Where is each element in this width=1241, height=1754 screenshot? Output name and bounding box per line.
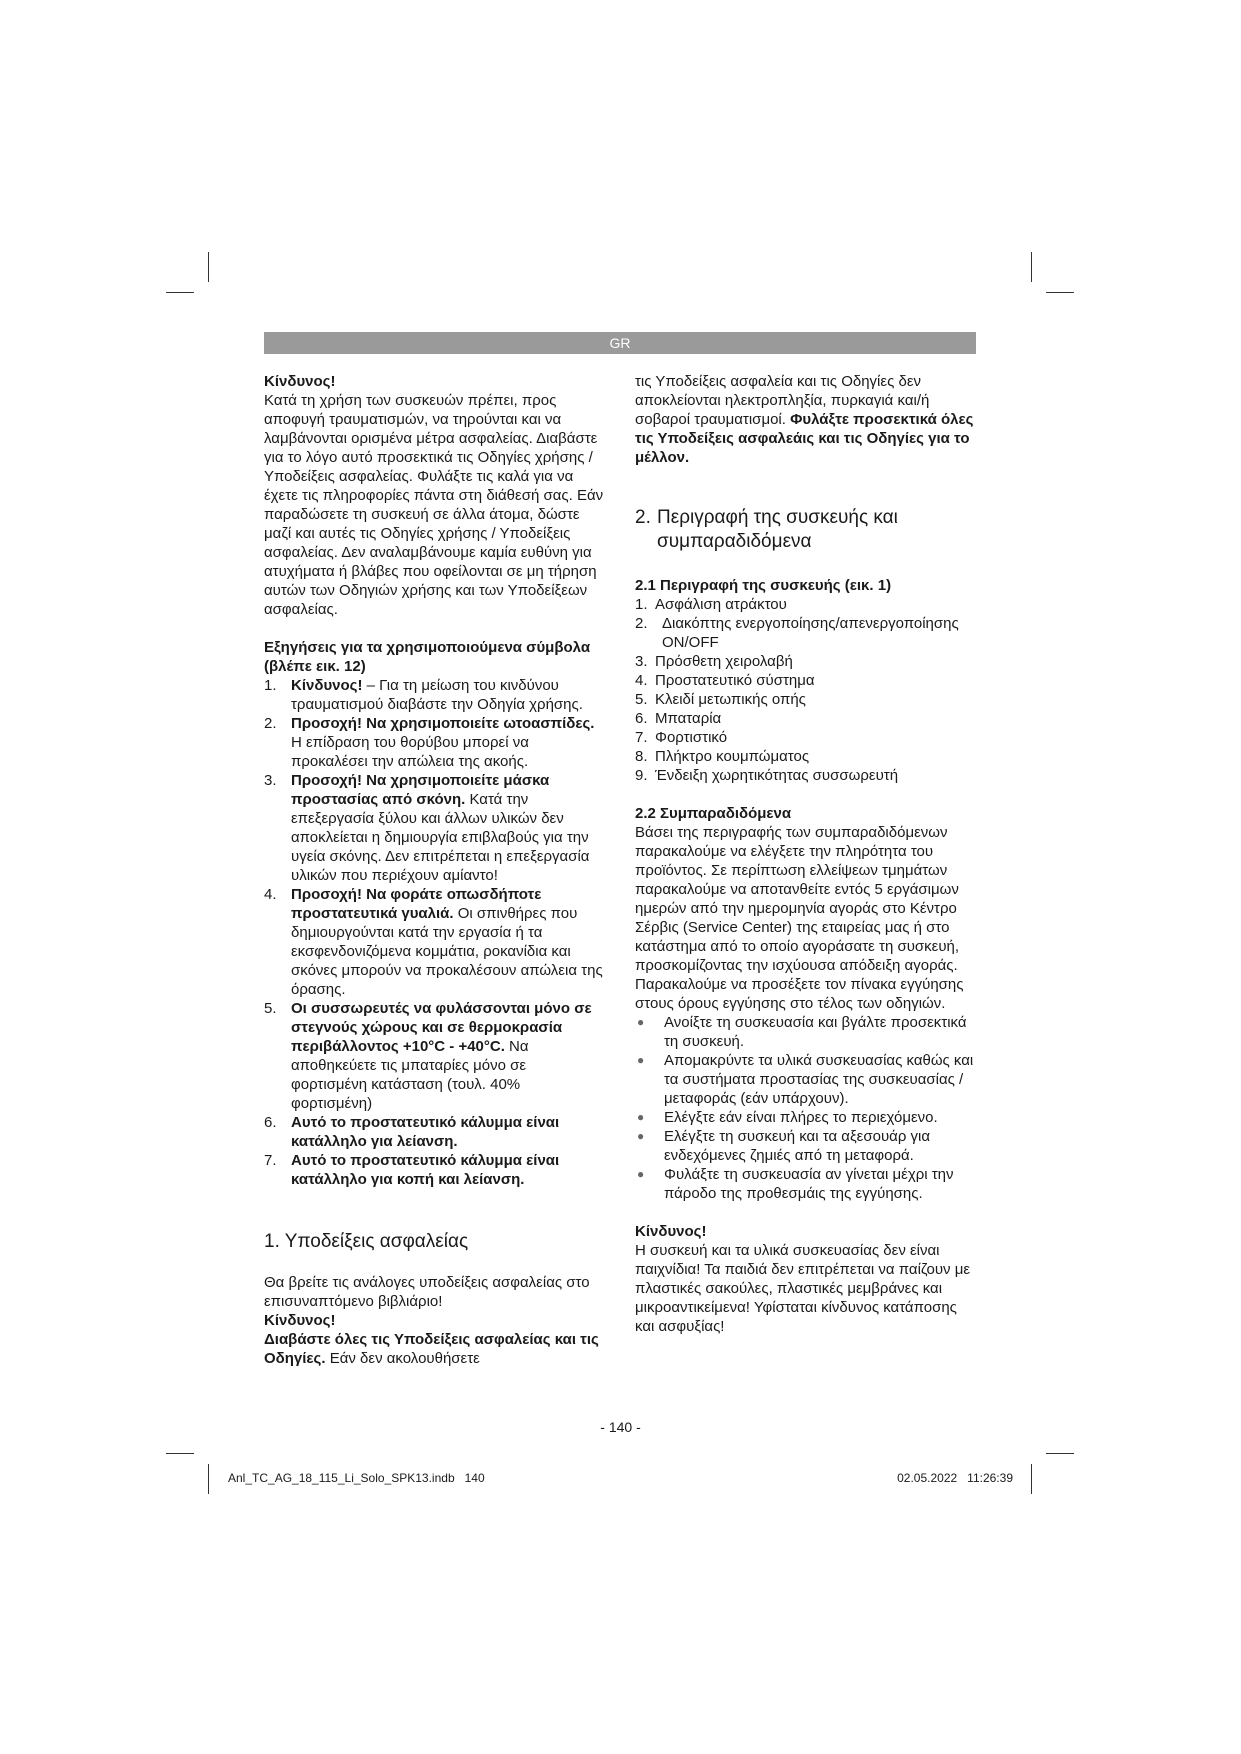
right-column (635, 372, 975, 1336)
danger-2-title: Κίνδυνος! (635, 1223, 707, 1240)
subsection-2-2-title: 2.2 Συμπαραδιδόμενα (635, 805, 792, 822)
bullet-icon: ● (637, 1167, 645, 1181)
list-item: 1. Ασφάλιση ατράκτου (635, 596, 787, 613)
language-bar: GR (264, 332, 976, 354)
section-2-title: 2. Περιγραφή της συσκευής και συμπαραδιδόμενα (635, 506, 975, 554)
crop-mark (1046, 1453, 1074, 1454)
list-item: ● Ελέγξτε τη συσκευή και τα αξεσουάρ για ενδεχόμενες ζημιές από τη μεταφορά. (637, 1128, 931, 1164)
crop-mark (1031, 1464, 1032, 1494)
footer-date: 02.05.2022 11:26:39 (897, 1471, 1013, 1485)
list-item: 7. Αυτό το προστατευτικό κάλυμμα είναι κατάλληλο για κοπή και λείανση. (264, 1152, 560, 1188)
danger-title: Κίνδυνος! (264, 373, 336, 390)
list-item: 5. Κλειδί μετωπικής οπής (635, 691, 806, 708)
section-1-title: 1. Υποδείξεις ασφαλείας (264, 1231, 469, 1252)
footer-file: Anl_TC_AG_18_115_Li_Solo_SPK13.indb 140 (228, 1471, 485, 1485)
section-1-danger: Κίνδυνος! (264, 1312, 336, 1329)
unpacking-list (635, 1013, 975, 1203)
crop-mark (1046, 292, 1074, 293)
list-item: 2. Διακόπτης ενεργοποίησης/απενεργοποίησης ON/OFF (635, 615, 959, 651)
section-1-intro: Θα βρείτε τις ανάλογες υποδείξεις ασφαλείας στο επισυναπτόμενο βιβλιάριο! (264, 1274, 590, 1310)
section-2-title-text: Περιγραφή της συσκευής και συμπαραδιδόμενα (657, 507, 898, 552)
list-item: 5. Οι συσσωρευτές να φυλάσσονται μόνο σε στεγνούς χώρους και σε θερμοκρασία περιβάλλοντος +10°C - +40°C. Να αποθηκεύετε τις μπαταρίες μόνο σε φορτισμένη κατάσταση (τουλ. 40% φορτισμένη) (264, 1000, 592, 1112)
list-item: ● Ελέγξτε εάν είναι πλήρες το περιεχόμενο. (637, 1109, 938, 1126)
subsection-2-1-title: 2.1 Περιγραφή της συσκευής (εικ. 1) (635, 577, 892, 594)
section-1-read: Διαβάστε όλες τις Υποδείξεις ασφαλείας και τις Οδηγίες. Εάν δεν ακολουθήσετε (264, 1331, 599, 1367)
left-column (264, 372, 604, 1368)
crop-mark (166, 292, 194, 293)
list-item: 8. Πλήκτρο κουμπώματος (635, 748, 810, 765)
symbols-heading: Εξηγήσεις για τα χρησιμοποιούμενα σύμβολα (βλέπε εικ. 12) (264, 639, 591, 675)
bullet-icon: ● (637, 1110, 645, 1124)
list-item: 4. Προσοχή! Να φοράτε οπωσδήποτε προστατευτικά γυαλιά. Οι σπινθήρες που δημιουργούνται κατά την εργασία ή τα εκσφενδονιζόμενα κομμάτια, ροκανίδια και σκόνες μπορούν να προκαλέσουν απώλεια της όρασης. (264, 886, 603, 998)
list-item: 6. Αυτό το προστατευτικό κάλυμμα είναι κατάλληλο για λείανση. (264, 1114, 560, 1150)
crop-mark (166, 1453, 194, 1454)
list-item: 1. Κίνδυνος! – Για τη μείωση του κινδύνου τραυματισμού διαβάστε την Οδηγία χρήσης. (264, 677, 583, 713)
list-item: 7. Φορτιστικό (635, 729, 728, 746)
bullet-icon: ● (637, 1129, 645, 1143)
symbols-section (264, 638, 604, 1189)
list-item: 3. Πρόσθετη χειρολαβή (635, 653, 793, 670)
crop-mark (208, 252, 209, 282)
bullet-icon: ● (637, 1053, 645, 1067)
symbols-list (264, 676, 604, 1189)
list-item: ● Φυλάξτε τη συσκευασία αν γίνεται μέχρι την πάροδο της προθεσμάις της εγγύησης. (637, 1166, 954, 1202)
danger-2-text: Η συσκευή και τα υλικά συσκευασίας δεν είναι παιχνίδια! Τα παιδιά δεν επιτρέπεται να παίζουν με πλαστικές σακούλες, πλαστικές μεμβράνες και μικροαντικείμενα! Υφίσταται κίνδυνος κατάποσης και ασφυξίας! (635, 1242, 971, 1335)
subsection-2-2-text: Βάσει της περιγραφής των συμπαραδιδόμενων παρακαλούμε να ελέγξετε την πληρότητα του προϊόντος. Σε περίπτωση ελλείψεων τμημάτων παρακαλούμε να αποτανθείτε εντός 5 εργάσιμων ημερών από την ημερομηνία αγοράς στο Κέντρο Σέρβις (Service Center) της εταιρείας μας ή στο κατάστημα από το οποίο αγοράσατε τη συσκευή, προσκομίζοντας την ισχύουσα απόδειξη αγοράς. Παρακαλούμε να προσέξετε τον πίνακα εγγύησης στους όρους εγγύησης στο τέλος των οδηγιών. (635, 824, 964, 1012)
continued-text: τις Υποδείξεις ασφαλεία και τις Οδηγίες δεν αποκλείονται ηλεκτροπληξία, πυρκαγιά και/ή σοβαροί τραυματισμοί. Φυλάξτε προσεκτικά όλες τις Υποδείξεις ασφαλεάις και τις Οδηγίες για το μέλλον. (635, 373, 974, 466)
crop-mark (1031, 252, 1032, 282)
list-item: 3. Προσοχή! Να χρησιμοποιείτε μάσκα προστασίας από σκόνη. Κατά την επεξεργασία ξύλου και άλλων υλικών δεν αποκλείεται η δημιουργία επιβλαβούς για την υγεία σκόνης. Δεν επιτρέπεται η επεξεργασία υλικών που περιέχουν αμίαντο! (264, 772, 590, 884)
list-item: 9. Ένδειξη χωρητικότητας συσσωρευτή (635, 767, 899, 784)
parts-list (635, 595, 975, 785)
danger-text: Κατά τη χρήση των συσκευών πρέπει, προς αποφυγή τραυματισμών, να τηρούνται και να λαμβάνονται ορισμένα μέτρα ασφαλείας. Διαβάστε για το λόγο αυτό προσεκτικά τις Οδηγίες χρήσης / Υποδείξεις ασφαλείας. Φυλάξτε τις καλά για να έχετε τις πληροφορίες πάντα στη διάθεσή σας. Εάν παραδώσετε τη συσκευή σε άλλα άτομα, δώστε μαζί και αυτές τις Οδηγίες χρήσης / Υποδείξεις ασφαλείας. Δεν αναλαμβάνουμε καμία ευθύνη για ατυχήματα ή βλάβες που οφείλονται σε μη τήρηση αυτών των Οδηγιών χρήσης και των Υποδείξεων ασφαλείας. (264, 392, 604, 618)
bullet-icon: ● (637, 1015, 645, 1029)
list-item: 4. Προστατευτικό σύστημα (635, 672, 815, 689)
list-item: ● Ανοίξτε τη συσκευασία και βγάλτε προσεκτικά τη συσκευή. (637, 1014, 967, 1050)
page-number: - 140 - (600, 1419, 641, 1435)
list-item: 6. Μπαταρία (635, 710, 722, 727)
danger-notice (264, 372, 604, 619)
list-item: 2. Προσοχή! Να χρησιμοποιείτε ωτοασπίδες. Η επίδραση του θορύβου μπορεί να προκαλέσει την απώλεια της ακοής. (264, 715, 595, 770)
list-item: ● Απομακρύντε τα υλικά συσκευασίας καθώς και τα συστήματα προστασίας της συσκευασίας / μεταφοράς (εάν υπάρχουν). (637, 1052, 974, 1107)
crop-mark (208, 1464, 209, 1494)
